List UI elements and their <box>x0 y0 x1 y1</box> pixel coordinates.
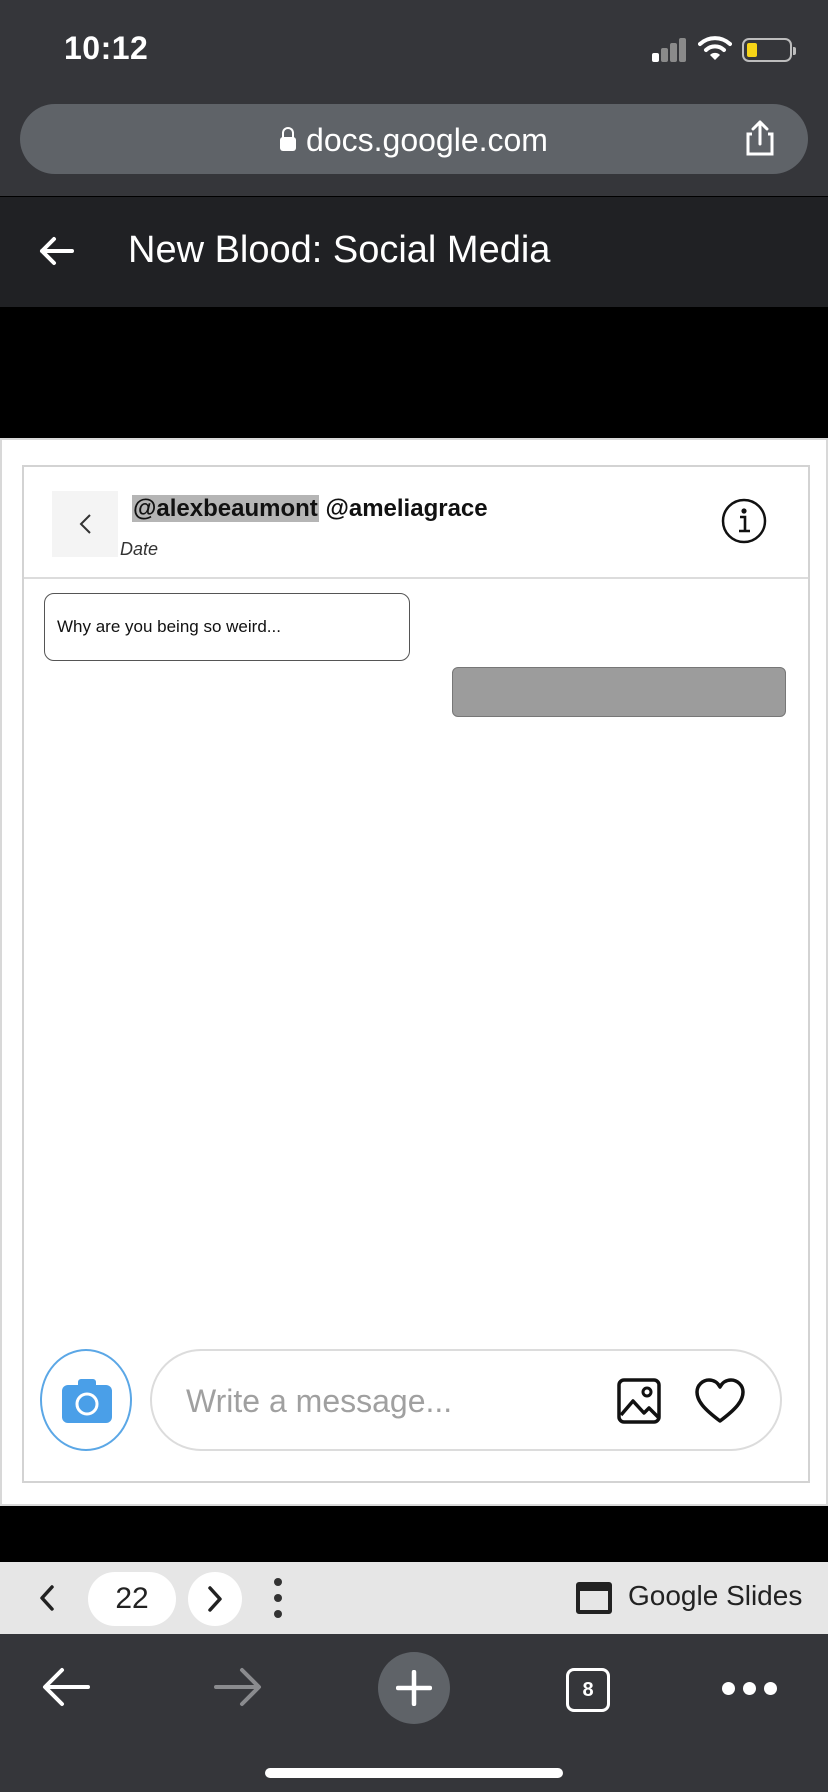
chevron-right-icon <box>205 1585 225 1613</box>
chat-date: Date <box>120 539 159 559</box>
status-bar <box>0 0 828 96</box>
heart-icon[interactable] <box>694 1377 746 1425</box>
message-input[interactable] <box>186 1379 566 1423</box>
slides-navigation-bar <box>0 1562 828 1634</box>
new-tab-icon <box>396 1670 432 1706</box>
camera-icon <box>60 1375 114 1427</box>
chat-participants <box>132 495 488 523</box>
slides-app-icon[interactable] <box>576 1582 612 1614</box>
back-arrow-icon[interactable] <box>40 1664 92 1710</box>
address-bar[interactable] <box>20 104 808 174</box>
more-vertical-icon[interactable] <box>272 1578 284 1618</box>
more-horizontal-icon[interactable] <box>722 1682 778 1696</box>
dm-mockup <box>22 465 810 1483</box>
document-title: New Blood: Social Media <box>128 229 551 271</box>
share-icon[interactable] <box>740 118 780 158</box>
info-icon[interactable] <box>720 497 768 545</box>
forward-arrow-icon[interactable] <box>212 1664 264 1710</box>
camera-button[interactable] <box>40 1349 132 1451</box>
url-bar-area <box>0 96 828 196</box>
new-tab-button[interactable] <box>378 1652 450 1724</box>
message-text: Why are you being so weird... <box>57 617 281 636</box>
url-domain: docs.google.com <box>306 122 548 158</box>
chat-back-button[interactable] <box>52 491 118 557</box>
chevron-left-icon[interactable] <box>38 1584 56 1612</box>
chat-header <box>24 467 808 579</box>
document-title-bar <box>0 197 828 307</box>
back-arrow-icon[interactable] <box>36 231 76 271</box>
home-indicator <box>265 1768 563 1778</box>
message-bubble-sent-redacted <box>452 667 786 717</box>
image-icon[interactable] <box>616 1377 662 1425</box>
lock-icon <box>280 137 296 151</box>
open-in-slides-label[interactable]: Google Slides <box>628 1580 803 1611</box>
wifi-icon <box>698 34 732 62</box>
message-composer <box>150 1349 782 1451</box>
chevron-left-icon <box>78 513 92 535</box>
message-bubble-received <box>44 593 410 661</box>
cellular-signal-icon <box>652 38 688 62</box>
slide-number[interactable]: 22 <box>88 1572 176 1626</box>
browser-toolbar <box>0 1634 828 1792</box>
status-time: 10:12 <box>64 30 149 66</box>
tabs-icon[interactable]: 8 <box>566 1668 610 1712</box>
slide-canvas <box>0 438 828 1506</box>
handle-primary: @alexbeaumont <box>133 495 318 522</box>
next-slide-button[interactable] <box>188 1572 242 1626</box>
battery-low-icon <box>742 38 792 62</box>
handle-secondary: @ameliagrace <box>325 495 488 522</box>
